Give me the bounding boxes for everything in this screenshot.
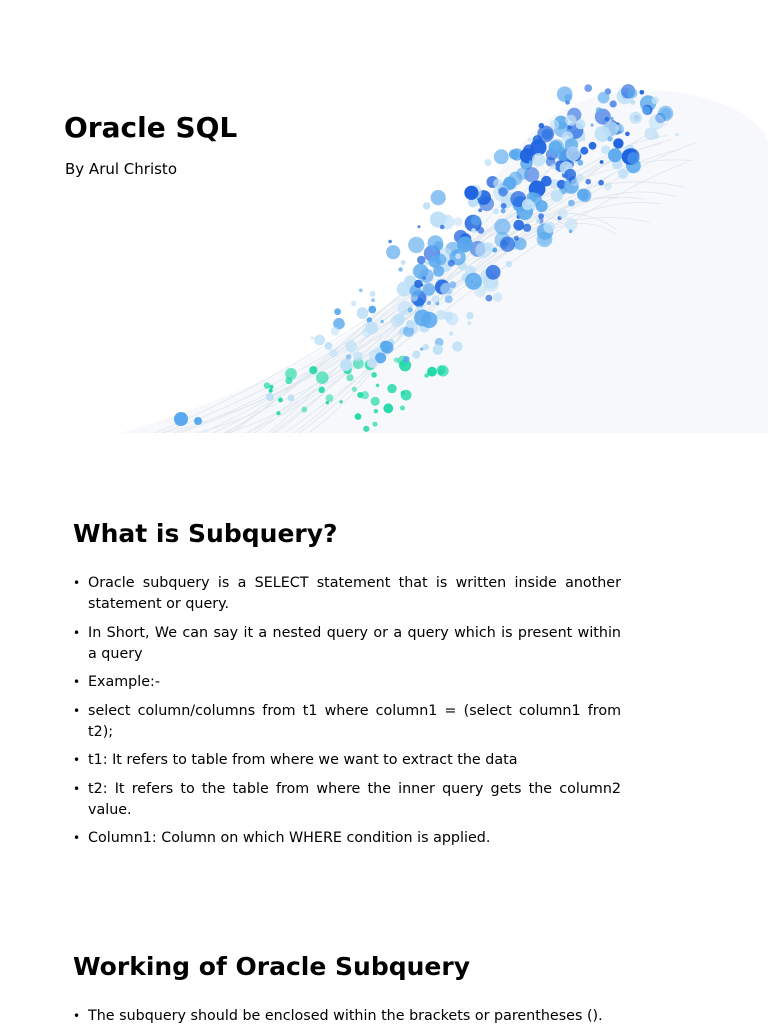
bubble [564,94,572,102]
bubble [603,121,618,136]
bubble [541,176,552,187]
bubble [640,90,645,95]
bubble [351,301,357,307]
bubble [453,217,462,226]
bubble [577,189,589,201]
bullet-dot-icon: • [73,625,81,640]
bubble [397,282,412,297]
bubble [380,320,383,323]
slide-what-is-subquery [0,517,621,857]
bubble [423,344,429,350]
bubble [269,385,273,389]
slide-heading: What is Subquery? [73,519,338,548]
bubble [174,412,188,426]
bubble [611,117,614,120]
bubble [591,124,594,127]
bubble [353,352,363,362]
bubble [316,371,329,384]
bubble [604,183,611,190]
bubble [403,356,409,362]
bubble [627,152,639,164]
bubble [311,336,314,339]
bubble [440,225,445,230]
bubble [346,354,351,359]
bullet-text: In Short, We can say it a nested query or a query which is present within a query [88,624,621,662]
bubble [352,387,357,392]
bullet-text: Example:- [88,674,161,690]
bubble [608,148,622,162]
bubble [452,341,462,351]
bubble [471,228,476,233]
bubble [564,169,576,181]
bubble [288,395,295,402]
bubble [346,374,353,381]
bullet-dot-icon: • [73,675,81,689]
bubble [365,322,378,335]
bubble [394,357,399,362]
bubble [471,215,481,225]
bubble [269,389,273,393]
bubble [529,160,532,163]
bubble [301,407,307,413]
bubble [598,92,610,104]
bubble [371,298,375,302]
bubble [359,289,363,293]
bubble [627,89,637,99]
bubble [357,307,369,319]
bubble [523,224,531,232]
bubble [363,426,369,432]
bubble [331,327,340,336]
bubble [479,196,494,211]
bubble [314,335,325,346]
bubble [630,100,635,105]
bubble [493,293,502,302]
bubble [501,209,506,214]
bubble [406,320,414,328]
deck-author: By Arul Christo [65,160,177,178]
bubble [596,107,602,113]
bubble [427,367,437,377]
bubble [278,398,283,403]
bubble [501,203,507,209]
bullet-text: Oracle subquery is a SELECT statement that is written inside another statement or query. [88,575,621,612]
bubble [408,237,424,253]
bullet-text: The subquery should be enclosed within the brackets or parentheses (). [88,1008,603,1024]
bubble [401,260,406,265]
bubble [345,341,357,353]
bubble [418,225,421,228]
slide-working-of-subquery [0,950,621,1035]
bubble [661,108,672,119]
bubble [493,209,499,215]
bubble [334,308,341,315]
bubble [538,213,544,219]
bubble [558,209,568,219]
bubble [565,218,577,230]
bubble [532,153,545,166]
bubble [326,394,334,402]
bubble [536,219,540,223]
bubble [414,280,422,288]
bubble [412,351,420,359]
bubble [420,348,423,351]
bubble [486,295,493,302]
bubble [266,393,274,401]
bubble [580,136,585,141]
bubble [401,390,412,401]
bubble [584,84,592,92]
title-slide [0,0,768,433]
bubble [493,179,502,188]
bubble [443,311,453,321]
bubble [403,309,407,313]
bubble [427,301,431,305]
bubble [381,341,394,354]
slide-heading: Working of Oracle Subquery [73,952,471,981]
bubble [467,321,471,325]
bubble [568,200,575,207]
bubble [449,281,456,288]
bubble [565,115,576,126]
bubble [422,283,435,296]
bullet-text: Column1: Column on which WHERE condition is applied. [88,830,491,846]
bubble [618,169,628,179]
bubble [477,227,484,234]
bubble [522,199,533,210]
bubble [445,295,453,303]
bubble [376,384,380,388]
bubble [551,164,557,170]
bubble [625,132,630,137]
bubble [455,253,461,259]
bubble [589,142,597,150]
bubble [651,97,659,105]
bubble [414,310,431,327]
bubble [506,261,512,267]
bubble [428,235,444,251]
bubble [394,313,405,324]
bubble [576,119,586,129]
bubble [498,187,507,196]
bubble [383,403,393,413]
bubble [580,147,588,155]
bubble [419,269,433,283]
bullet-item [73,623,621,665]
bubble [675,133,679,137]
bubble [373,422,378,427]
bubble [613,138,623,148]
bullet-dot-icon: • [73,576,81,590]
bubble [464,186,478,200]
bubble [387,384,396,393]
bubble [598,180,604,186]
bullet-text: select column/columns from t1 where column1 = (select column1 from t2); [88,702,621,740]
bubble [438,370,443,375]
bubble [388,240,392,244]
bubble [514,236,519,241]
bullet-item [73,672,621,693]
bullet-list [73,573,621,849]
bubble [339,400,342,403]
bullet-dot-icon: • [73,781,81,796]
bullet-text: t2: It refers to the table from where the inner query gets the column2 value. [88,780,621,818]
bubble [309,366,317,374]
bullet-dot-icon: • [73,1009,81,1023]
bubble [374,409,378,413]
bubble [431,190,446,205]
bubble [285,377,292,384]
bubble [340,359,352,371]
bubble [494,149,509,164]
bubble [544,222,555,233]
bubble [600,160,604,164]
bubble [355,413,362,420]
bubble [422,276,426,280]
bubble [371,397,380,406]
bubble [509,149,519,159]
bubble [330,349,338,357]
bubble [398,330,404,336]
bubble [368,306,376,314]
bubble [551,190,563,202]
bubble [500,237,515,252]
bubble [398,267,402,271]
bubble [276,411,280,415]
bubble [516,168,528,180]
bubble [607,136,612,141]
bubble [642,106,650,114]
bubble [566,147,580,161]
bullet-item [73,779,621,821]
bullet-dot-icon: • [73,753,81,767]
bubble [370,291,376,297]
bubble [630,112,642,124]
bubble [319,387,325,393]
bubble [357,392,363,398]
bubble-wave-illustration [0,0,768,433]
bubble [549,139,564,154]
bubble [408,307,413,312]
bubble [448,260,455,267]
bubble [432,296,440,304]
bubble [433,344,443,354]
bubble [400,406,405,411]
bubble [423,202,430,209]
bubble [457,236,473,252]
bubble [585,179,591,185]
bubble [610,100,617,107]
bubble [486,265,501,280]
bubble [325,342,333,350]
bubble [513,220,524,231]
bubble [417,256,426,265]
bullet-item [73,750,621,771]
bubble [449,331,453,335]
bubble [367,358,377,368]
bubble [194,417,202,425]
bubble [465,273,482,290]
bubble [386,245,400,259]
bubble [528,138,532,142]
bubble [466,312,473,319]
bubble [371,372,377,378]
bubble [433,266,444,277]
bubble [475,242,491,258]
bubble [485,159,492,166]
bubble [569,230,573,234]
deck-title: Oracle SQL [64,111,238,144]
bullet-item [73,573,621,615]
bullet-item [73,828,621,849]
bubble [264,382,270,388]
bullet-dot-icon: • [73,703,81,718]
bullet-item [73,701,621,743]
bullet-text: t1: It refers to table from where we want to extract the data [88,752,518,768]
bubble [653,133,659,139]
bullet-dot-icon: • [73,831,81,845]
